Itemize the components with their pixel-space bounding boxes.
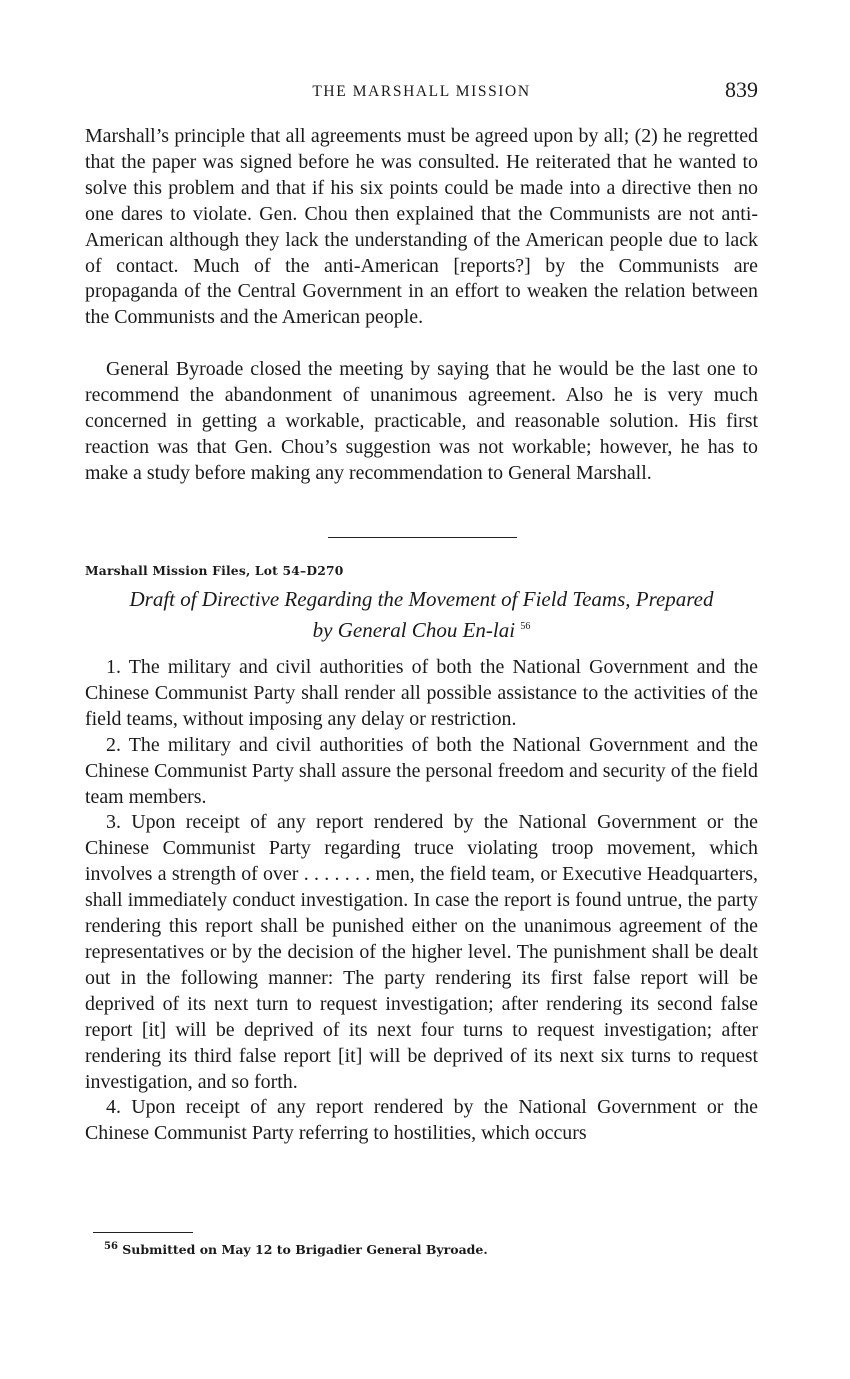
document-title (85, 586, 758, 644)
footnote-text: Submitted on May 12 to Brigadier General Byroade. (122, 1242, 488, 1258)
paragraph-byroade-closing: General Byroade closed the meeting by saying that he would be the last one to recommend the abandonment of unanimous agreement. Also he is very much concerned in getting a workable, practicable, and reasonable solution. His first reaction was that Gen. Chou’s suggestion was not workable; however, he has to make a study before making any recommendation to General Marshall. (85, 358, 758, 484)
document-title-line-2: by General Chou En-lai (312, 618, 516, 642)
directive-item-4: 4. Upon receipt of any report rendered by the National Government or the Chinese Communist Party referring to hostilities, which occurs (85, 1096, 758, 1145)
page-number: 839 (725, 77, 758, 102)
directive-item-2: 2. The military and civil authorities of both the National Government and the Chinese Communist Party shall assure the personal freedom and security of the field team members. (85, 733, 758, 808)
running-title: THE MARSHALL MISSION (312, 83, 531, 100)
directive-item-1: 1. The military and civil authorities of both the National Government and the Chinese Communist Party shall render all possible assistance to the activities of the field teams, without imposing any delay or restriction. (85, 656, 758, 730)
source-note: Marshall Mission Files, Lot 54–D270 (85, 563, 344, 578)
footnote-divider (93, 1232, 193, 1233)
document-title-line-1: Draft of Directive Regarding the Movement of Field Teams, Prepared (129, 587, 714, 611)
section-divider (328, 537, 517, 538)
paragraph-continued: Marshall’s principle that all agreements must be agreed upon by all; (2) he regretted that the paper was signed before he was consulted. He reiterated that he wanted to solve this problem and that if his six points could be made into a directive then no one dares to violate. Gen. Chou then explained that the Communists are not anti-American although they lack the understanding of the American people due to lack of contact. Much of the anti-American [reports?] by the Communists are propaganda of the Central Government in an effort to weaken the relation between the Communists and the American people. (85, 125, 758, 329)
footnote-reference: 56 (520, 621, 531, 632)
directive-items (85, 655, 758, 1147)
footnote (85, 1241, 488, 1257)
footnote-number: 56 (104, 1241, 118, 1252)
running-head (85, 77, 758, 107)
directive-item-3: 3. Upon receipt of any report rendered by the National Government or the Chinese Communist Party regarding truce violating troop movement, which involves a strength of over . . . . . . . men, the field team, or Executive Headquarters, shall immediately conduct investigation. In case the report is found untrue, the party rendering this report shall be punished either on the unanimous agreement of the representatives or by the decision of the higher level. The punishment shall be dealt out in the following manner: The party rendering its first false report will be deprived of its next turn to request investigation; after rendering its second false report [it] will be deprived of its next four turns to request investigation; after rendering its third false report [it] will be deprived of its next six turns to request investigation, and so forth. (85, 811, 758, 1093)
